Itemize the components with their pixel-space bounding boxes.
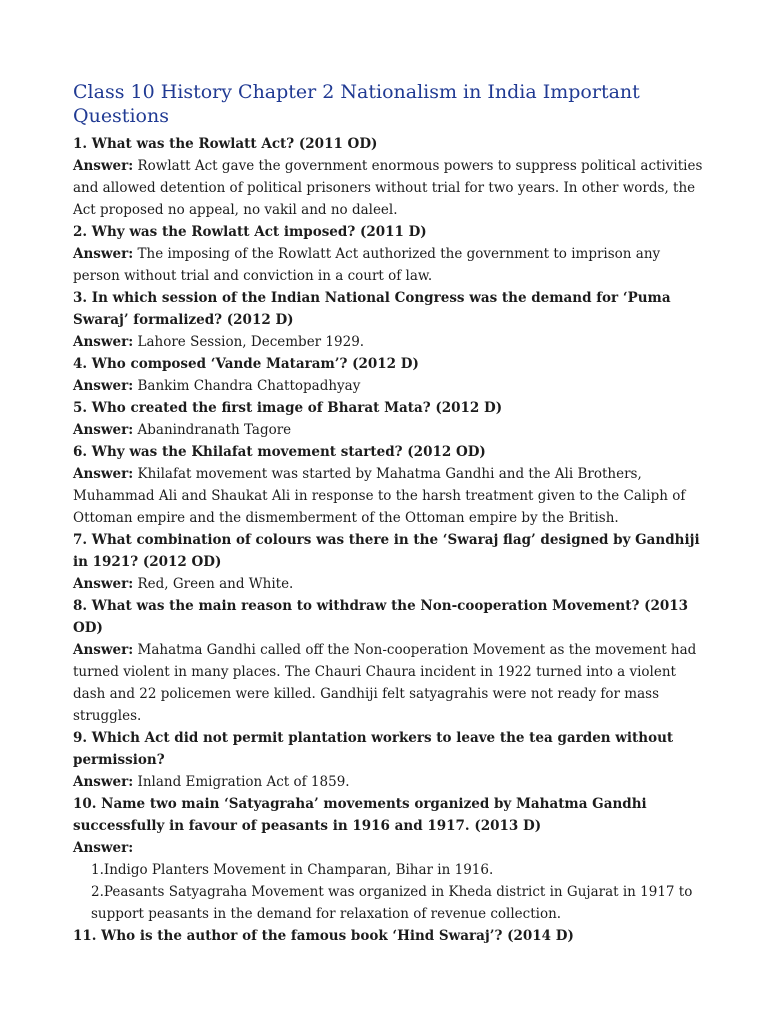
answer-label: Answer: bbox=[73, 576, 134, 592]
list-item: 2.Peasants Satyagraha Movement was organized in Kheda district in Gujarat in 1917 to support peasants in the demand for relaxation of revenue collection. bbox=[91, 884, 693, 922]
answer-8 bbox=[73, 639, 703, 727]
answer-text-3: Lahore Session, December 1929. bbox=[137, 334, 365, 350]
answer-2 bbox=[73, 243, 703, 287]
qa-item-5 bbox=[73, 397, 703, 441]
question-6: 6. Why was the Khilafat movement started? (2012 OD) bbox=[73, 444, 486, 460]
question-9: 9. Which Act did not permit plantation workers to leave the tea garden without permission? bbox=[73, 730, 674, 768]
answer-text-6: Khilafat movement was started by Mahatma Gandhi and the Ali Brothers, Muhammad Ali and Shaukat Ali in response to the harsh treatment given to the Caliph of Ottoman empire and the dismemberment of the Ottoman empire by the British. bbox=[73, 466, 686, 526]
question-5: 5. Who created the first image of Bharat Mata? (2012 D) bbox=[73, 400, 503, 416]
question-4: 4. Who composed ‘Vande Mataram’? (2012 D) bbox=[73, 356, 419, 372]
question-3: 3. In which session of the Indian National Congress was the demand for ‘Puma Swaraj’ formalized? (2012 D) bbox=[73, 290, 671, 328]
list-item: 1.Indigo Planters Movement in Champaran, Bihar in 1916. bbox=[91, 862, 494, 878]
qa-item-10 bbox=[73, 793, 703, 925]
answer-6 bbox=[73, 463, 703, 529]
answer-label: Answer: bbox=[73, 466, 134, 482]
document-page bbox=[73, 80, 703, 947]
answer-label: Answer: bbox=[73, 642, 134, 658]
answer-10 bbox=[73, 837, 703, 859]
question-2: 2. Why was the Rowlatt Act imposed? (2011 D) bbox=[73, 224, 427, 240]
answer-text-9: Inland Emigration Act of 1859. bbox=[137, 774, 350, 790]
qa-item-4 bbox=[73, 353, 703, 397]
question-10: 10. Name two main ‘Satyagraha’ movements organized by Mahatma Gandhi successfully in favour of peasants in 1916 and 1917. (2013 D) bbox=[73, 796, 647, 834]
answer-text-8: Mahatma Gandhi called off the Non-cooperation Movement as the movement had turned violent in many places. The Chauri Chaura incident in 1922 turned into a violent dash and 22 policemen were killed. Gandhiji felt satyagrahis were not ready for mass struggles. bbox=[73, 642, 697, 724]
answer-label: Answer: bbox=[73, 246, 134, 262]
qa-item-3 bbox=[73, 287, 703, 353]
answer-text-1: Rowlatt Act gave the government enormous powers to suppress political activities and allowed detention of political prisoners without trial for two years. In other words, the Act proposed no appeal, no vakil and no daleel. bbox=[73, 158, 703, 218]
answer-label: Answer: bbox=[73, 378, 134, 394]
question-8: 8. What was the main reason to withdraw the Non-cooperation Movement? (2013 OD) bbox=[73, 598, 689, 636]
answer-text-4: Bankim Chandra Chattopadhyay bbox=[137, 378, 361, 394]
answer-label: Answer: bbox=[73, 334, 134, 350]
answer-9 bbox=[73, 771, 703, 793]
question-1: 1. What was the Rowlatt Act? (2011 OD) bbox=[73, 136, 378, 152]
qa-item-8 bbox=[73, 595, 703, 727]
qa-item-6 bbox=[73, 441, 703, 529]
qa-item-2 bbox=[73, 221, 703, 287]
answer-7 bbox=[73, 573, 703, 595]
answer-text-7: Red, Green and White. bbox=[137, 576, 294, 592]
answer-text-5: Abanindranath Tagore bbox=[137, 422, 292, 438]
answer-5 bbox=[73, 419, 703, 441]
answer-1 bbox=[73, 155, 703, 221]
answer-label: Answer: bbox=[73, 158, 134, 174]
question-7: 7. What combination of colours was there in the ‘Swaraj flag’ designed by Gandhiji in 1921? (2012 OD) bbox=[73, 532, 700, 570]
question-11: 11. Who is the author of the famous book ‘Hind Swaraj’? (2014 D) bbox=[73, 928, 574, 944]
qa-item-1 bbox=[73, 133, 703, 221]
qa-item-11 bbox=[73, 925, 703, 947]
qa-item-9 bbox=[73, 727, 703, 793]
qa-list bbox=[73, 133, 703, 947]
answer-4 bbox=[73, 375, 703, 397]
page-title: Class 10 History Chapter 2 Nationalism in India Important Questions bbox=[73, 81, 640, 127]
answer-label: Answer: bbox=[73, 840, 134, 856]
answer-10-list bbox=[73, 859, 703, 925]
answer-text-2: The imposing of the Rowlatt Act authorized the government to imprison any person without trial and conviction in a court of law. bbox=[73, 246, 661, 284]
answer-label: Answer: bbox=[73, 774, 134, 790]
answer-3 bbox=[73, 331, 703, 353]
qa-item-7 bbox=[73, 529, 703, 595]
answer-label: Answer: bbox=[73, 422, 134, 438]
